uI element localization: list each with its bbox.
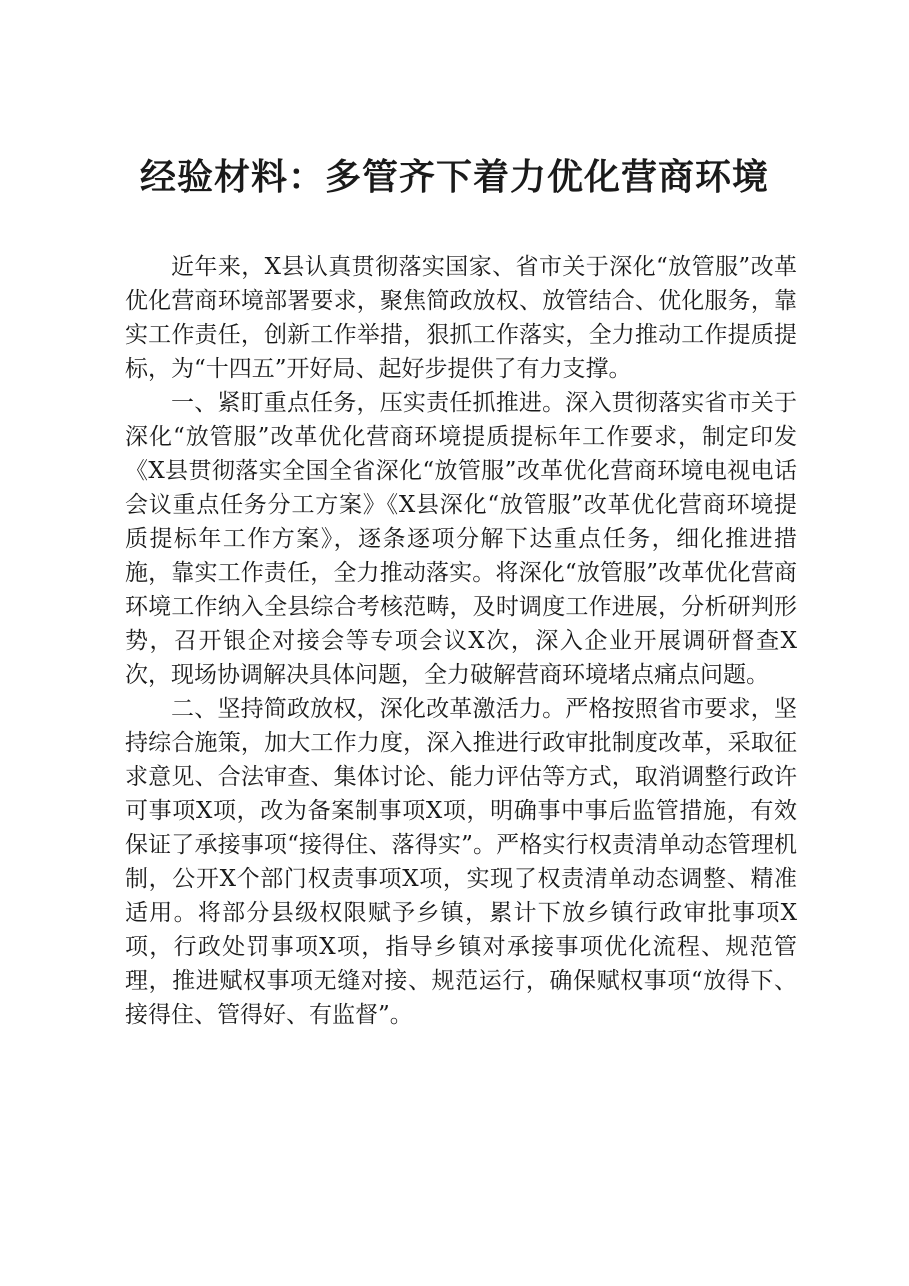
document-title: 经验材料：多管齐下着力优化营商环境	[139, 156, 769, 198]
document-body	[125, 250, 797, 1032]
paragraph-section-1: 一、紧盯重点任务，压实责任抓推进。深入贯彻落实省市关于深化“放管服”改革优化营商环境提质提标年工作要求，制定印发《X县贯彻落实全国全省深化“放管服”改革优化营商环境电视电话会议重点任务分工方案》《X县深化“放管服”改革优化营商环境提质提标年工作方案》，逐条逐项分解下达重点任务，细化推进措施，靠实工作责任，全力推动落实。将深化“放管服”改革优化营商环境工作纳入全县综合考核范畴，及时调度工作进展，分析研判形势，召开银企对接会等专项会议X次，深入企业开展调研督查X次，现场协调解决具体问题，全力破解营商环境堵点痛点问题。	[125, 390, 797, 688]
paragraph-intro: 近年来，X县认真贯彻落实国家、省市关于深化“放管服”改革优化营商环境部署要求，聚焦简政放权、放管结合、优化服务，靠实工作责任，创新工作举措，狠抓工作落实，全力推动工作提质提标，为“十四五”开好局、起好步提供了有力支撑。	[125, 254, 797, 382]
paragraph-section-2: 二、坚持简政放权，深化改革激活力。严格按照省市要求，坚持综合施策，加大工作力度，深入推进行政审批制度改革，采取征求意见、合法审查、集体讨论、能力评估等方式，取消调整行政许可事项X项，改为备案制事项X项，明确事中事后监管措施，有效保证了承接事项“接得住、落得实”。严格实行权责清单动态管理机制，公开X个部门权责事项X项，实现了权责清单动态调整、精准适用。将部分县级权限赋予乡镇，累计下放乡镇行政审批事项X项，行政处罚事项X项，指导乡镇对承接事项优化流程、规范管理，推进赋权事项无缝对接、规范运行，确保赋权事项“放得下、接得住、管得好、有监督”。	[125, 696, 797, 1028]
